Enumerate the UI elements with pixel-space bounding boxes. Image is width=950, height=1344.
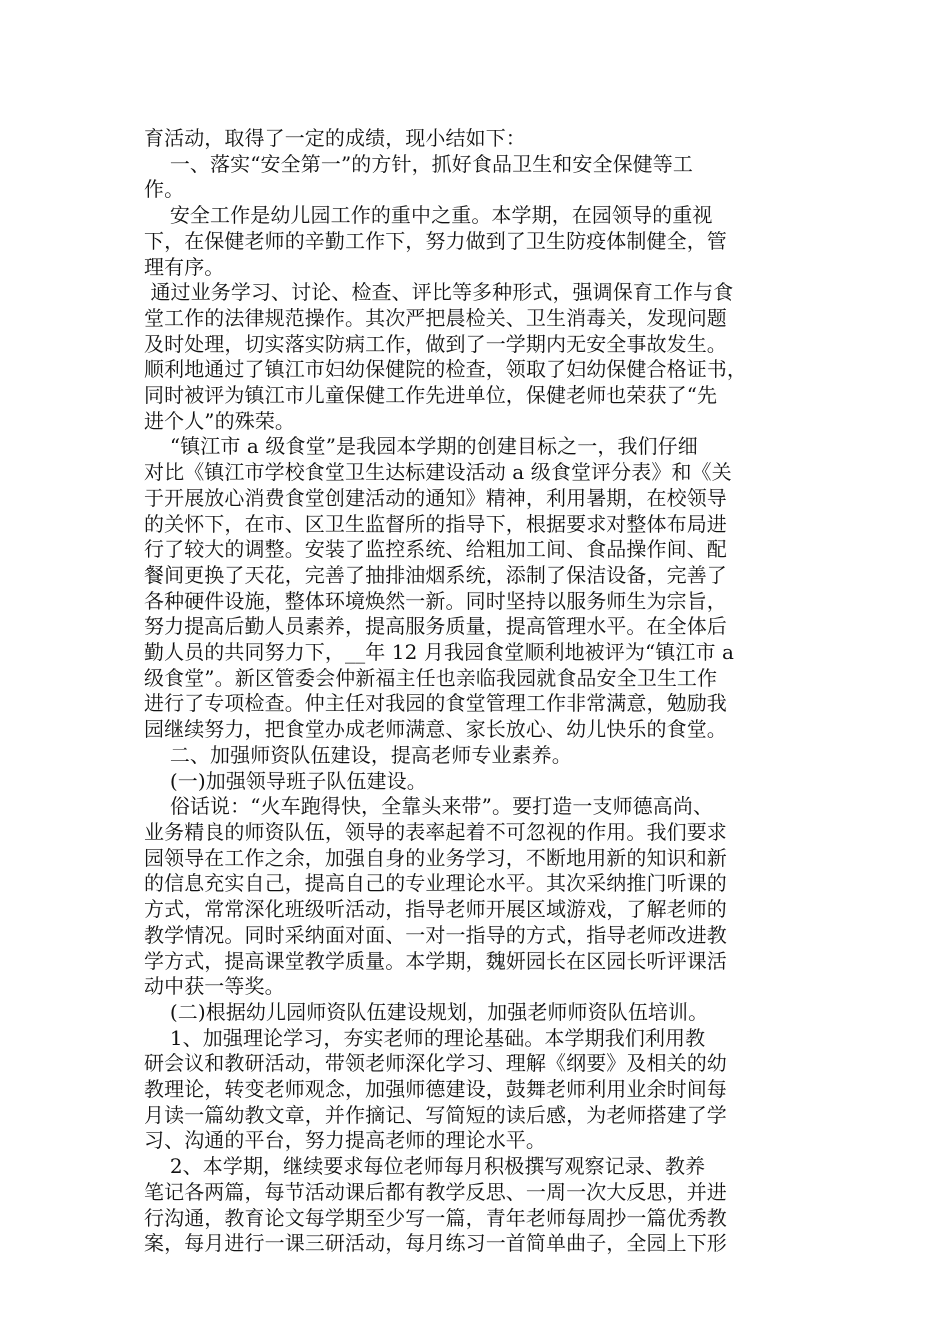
text-line: 二、加强师资队伍建设，提高老师专业素养。 xyxy=(144,742,572,767)
text-line: 案，每月进行一课三研活动，每月练习一首简单曲子，全园上下形 xyxy=(144,1231,727,1256)
text-line: 理有序。 xyxy=(144,254,225,279)
text-line: 教学情况。同时采纳面对面、一对一指导的方式，指导老师改进教 xyxy=(144,922,727,947)
text-line: 进行了专项检查。仲主任对我园的食堂管理工作非常满意，勉励我 xyxy=(144,691,727,716)
text-line: 餐间更换了天花，完善了抽排油烟系统，添制了保洁设备，完善了 xyxy=(144,562,727,587)
text-line: 堂工作的法律规范操作。其次严把晨检关、卫生消毒关，发现问题 xyxy=(144,305,727,330)
text-line: 一、落实“安全第一”的方针，抓好食品卫生和安全保健等工 xyxy=(144,151,693,176)
text-line: 下，在保健老师的辛勤工作下，努力做到了卫生防疫体制健全，管 xyxy=(144,228,727,253)
text-line: 育活动，取得了一定的成绩，现小结如下： xyxy=(144,126,526,150)
text-line: 同时被评为镇江市儿童保健工作先进单位，保健老师也荣获了“先 xyxy=(144,383,718,408)
text-line: 教理论，转变老师观念，加强师德建设，鼓舞老师利用业余时间每 xyxy=(144,1077,727,1102)
text-line: (一)加强领导班子队伍建设。 xyxy=(144,768,427,793)
text-line: 笔记各两篇，每节活动课后都有教学反思、一周一次大反思，并进 xyxy=(144,1179,727,1204)
text-line: 月读一篇幼教文章，并作摘记、写简短的读后感，为老师搭建了学 xyxy=(144,1102,727,1127)
text-line: 的关怀下，在市、区卫生监督所的指导下，根据要求对整体布局进 xyxy=(144,511,727,536)
text-line: 通过业务学习、讨论、检查、评比等多种形式，强调保育工作与食 xyxy=(144,280,734,305)
text-line: 行沟通，教育论文每学期至少写一篇，青年老师每周抄一篇优秀教 xyxy=(144,1205,727,1230)
text-line: 俗话说：“火车跑得快，全靠头来带”。要打造一支师德高尚、 xyxy=(144,794,714,819)
text-line: 作。 xyxy=(144,177,185,202)
text-line: 学方式，提高课堂教学质量。本学期，魏妍园长在区园长听评课活 xyxy=(144,948,727,973)
text-line: 级食堂”。新区管委会仲新福主任也亲临我园就食品安全卫生工作 xyxy=(144,665,718,690)
text-line: 勤人员的共同努力下，__年 12 月我园食堂顺利地被评为“镇江市 a xyxy=(144,640,735,665)
text-line: “镇江市 a 级食堂”是我园本学期的创建目标之一，我们仔细 xyxy=(144,434,698,459)
text-line: 安全工作是幼儿园工作的重中之重。本学期，在园领导的重视 xyxy=(144,203,713,228)
text-line: 及时处理，切实落实防病工作，做到了一学期内无安全事故发生。 xyxy=(144,331,727,356)
text-line: 研会议和教研活动，带领老师深化学习、理解《纲要》及相关的幼 xyxy=(144,1051,727,1076)
text-line: 努力提高后勤人员素养，提高服务质量，提高管理水平。在全体后 xyxy=(144,614,727,639)
text-line: 于开展放心消费食堂创建活动的通知》精神，利用暑期，在校领导 xyxy=(144,485,727,510)
text-line: 对比《镇江市学校食堂卫生达标建设活动 a 级食堂评分表》和《关 xyxy=(144,460,732,485)
text-line: 1、加强理论学习，夯实老师的理论基础。本学期我们利用教 xyxy=(144,1025,706,1050)
text-line: 业务精良的师资队伍，领导的表率起着不可忽视的作用。我们要求 xyxy=(144,819,727,844)
text-line: 进个人”的殊荣。 xyxy=(144,408,296,433)
text-line: 园领导在工作之余，加强自身的业务学习，不断地用新的知识和新 xyxy=(144,845,727,870)
text-line: 的信息充实自己，提高自己的专业理论水平。其次采纳推门听课的 xyxy=(144,871,727,896)
text-line: 习、沟通的平台，努力提高老师的理论水平。 xyxy=(144,1128,546,1153)
text-line: 2、本学期，继续要求每位老师每月积极撰写观察记录、教养 xyxy=(144,1154,706,1179)
text-line: 顺利地通过了镇江市妇幼保健院的检查，领取了妇幼保健合格证书， xyxy=(144,357,747,382)
text-line: 各种硬件设施，整体环境焕然一新。同时坚持以服务师生为宗旨， xyxy=(144,588,727,613)
text-line: 行了较大的调整。安装了监控系统、给粗加工间、食品操作间、配 xyxy=(144,537,727,562)
text-line: 园继续努力，把食堂办成老师满意、家长放心、幼儿快乐的食堂。 xyxy=(144,717,727,742)
document-body xyxy=(144,126,812,1257)
text-line: 方式，常常深化班级听活动，指导老师开展区域游戏，了解老师的 xyxy=(144,897,727,922)
text-line: (二)根据幼儿园师资队伍建设规划，加强老师师资队伍培训。 xyxy=(144,999,709,1024)
text-line: 动中获一等奖。 xyxy=(144,974,285,999)
